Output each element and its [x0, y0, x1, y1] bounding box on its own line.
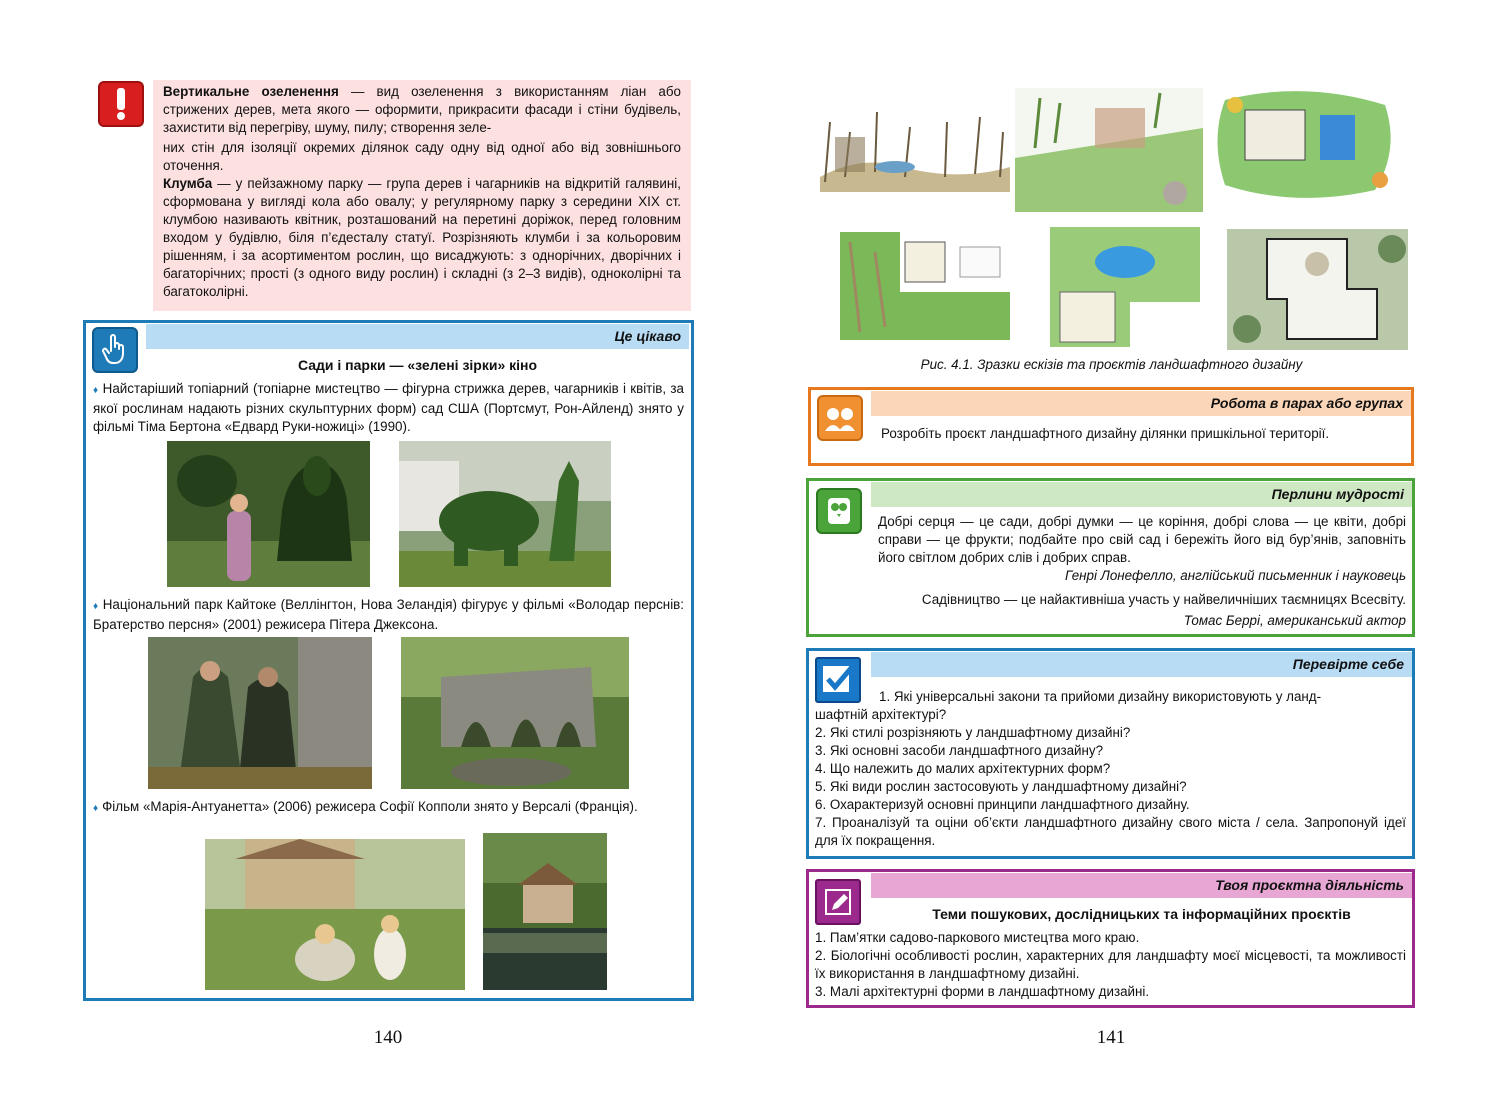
question-5: 5. Які види рослин застосовують у ландшафтному дизайні? [815, 779, 1187, 794]
sketch-garden-perspective [1015, 88, 1203, 212]
item-3-text: Фільм «Марія-Антуанетта» (2006) режисера Софії Копполи знято у Версалі (Франція). [102, 799, 638, 814]
question-1b: шафтній архітектурі? [815, 707, 947, 722]
plan-estate-layout [830, 222, 1016, 350]
wisdom-author-2: Томас Беррі, американський актор [1183, 613, 1406, 628]
term-vertical-greening: Вертикальне озеленення [163, 84, 339, 99]
vertical-greening-text-1: — вид озеленення з використанням ліан або стрижених дерев, мета якого — оформити, прикрасити фасади і стіни будівель, захистити від перегріву, шуму, пилу; створення зеле- [163, 84, 681, 135]
interesting-item-2 [93, 596, 684, 634]
flowerbed-text: — у пейзажному парку — група дерев і чагарників на відкритій галявині, сформована у вигляді кола або овалу; у регулярному парку з середини XIX ст. клумбою називають квітник, розташований на перетині доріжок, перед головним входом у будівлю, біля п’єдесталу статуї. Розрізняють клумби і за кольоровим рішенням, і за асортиментом рослин, що висаджують: з однорічних, дворічних і багаторічних; прості (з одного виду рослин) і складні (з 2–3 видів), одноколірні та багатоколірні. [163, 176, 681, 299]
wisdom-author-1: Генрі Лонефелло, англійський письменник і науковець [1065, 568, 1406, 583]
photo-elephant-topiary [399, 441, 611, 587]
figure-caption: Рис. 4.1. Зразки ескізів та проєктів ландшафтного дизайну [920, 357, 1303, 372]
page-number-left: 140 [373, 1027, 403, 1048]
interesting-title: Сади і парки — «зелені зірки» кіно [297, 357, 538, 373]
vertical-greening-text-2: них стін для ізоляції окремих ділянок саду одну від одної або від зовнішнього оточення. [163, 140, 681, 173]
photo-lord-of-the-rings-scene [148, 637, 372, 789]
pointing-hand-icon [92, 327, 138, 373]
photo-versailles-hamlet [483, 833, 607, 990]
page-number-right: 141 [1096, 1027, 1126, 1048]
interesting-item-1 [93, 380, 684, 436]
definitions-box [153, 80, 691, 311]
diamond-bullet-icon: ♦ [93, 385, 99, 396]
wisdom-header: Перлини мудрості [871, 482, 1412, 507]
plan-pool-courtyard [1040, 222, 1206, 350]
photo-kaitoke-ruins [401, 637, 629, 789]
wisdom-quote-1: Добрі серця — це сади, добрі думки — це коріння, добрі слова — це квіти, добрі справи — це фрукти; подбайте про свій сад і бережіть його від бур’янів, заповніть його світлом добрих слів і добрих справ. [878, 514, 1406, 565]
people-pair-icon [817, 395, 863, 441]
wisdom-quote-2: Садівництво — це найактивніша участь у найвеличніших таємницях Всесвіту. [921, 592, 1406, 607]
question-3: 3. Які основні засоби ландшафтного дизайну? [815, 743, 1104, 758]
term-flowerbed: Клумба [163, 176, 213, 191]
pencil-icon [815, 879, 861, 925]
topic-2: 2. Біологічні особливості рослин, характерних для ландшафту моєї місцевості, та можливості їх використання в ландшафтному дизайні. [815, 948, 1406, 981]
question-4: 4. Що належить до малих архітектурних форм? [815, 761, 1111, 776]
topic-3: 3. Малі архітектурні форми в ландшафтному дизайні. [815, 984, 1150, 999]
question-2: 2. Які стилі розрізняють у ландшафтному дизайні? [815, 725, 1131, 740]
topic-1: 1. Пам’ятки садово-паркового мистецтва мого краю. [815, 930, 1140, 945]
photo-edward-scissorhands-topiary [167, 441, 370, 587]
flowerbed-definition [163, 175, 681, 301]
question-7: 7. Проаналізуй та оціни об’єкти ландшафтного дизайну свого міста / села. Запропонуй ідеї для їх покращення. [815, 815, 1406, 848]
exclamation-icon [98, 81, 144, 127]
interesting-item-3 [93, 798, 684, 818]
check-header: Перевірте себе [871, 652, 1412, 677]
plan-geometric-garden [1227, 229, 1408, 350]
plan-pool-garden [1205, 80, 1403, 208]
project-topics [815, 929, 1406, 1001]
check-questions [815, 688, 1406, 850]
project-title: Теми пошукових, дослідницьких та інформаційних проєктів [932, 906, 1351, 922]
vertical-greening-definition [163, 83, 681, 137]
question-6: 6. Охарактеризуй основні принципи ландшафтного дизайну. [815, 797, 1190, 812]
diamond-bullet-icon: ♦ [93, 601, 99, 612]
question-1a: 1. Які універсальні закони та прийоми дизайну використовують у ланд- [879, 689, 1322, 704]
pairs-text: Розробіть проєкт ландшафтного дизайну ділянки пришкільної території. [881, 426, 1330, 441]
diamond-bullet-icon: ♦ [93, 803, 99, 814]
project-header: Твоя проєктна діяльність [871, 873, 1412, 898]
interesting-header: Це цікаво [146, 324, 689, 349]
owl-icon [816, 488, 862, 534]
item-1-text: Найстаріший топіарний (топіарне мистецтво — фігурна стрижка дерев, чагарників і квітів, за якої рослинам надають різних скульптурних форм) сад США (Портсмут, Рон-Айленд) знято у фільмі Тіма Бертона «Едвард Руки-ножиці» (1990). [93, 381, 684, 434]
item-2-text: Національний парк Кайтоке (Веллінгтон, Нова Зеландія) фігурує у фільмі «Володар перснів: Братерство персня» (2001) режисера Пітера Джексона. [93, 597, 684, 632]
sketch-garden-elevation [815, 82, 1013, 212]
photo-marie-antoinette-meadow [205, 839, 465, 990]
pairs-header: Робота в парах або групах [871, 391, 1411, 416]
